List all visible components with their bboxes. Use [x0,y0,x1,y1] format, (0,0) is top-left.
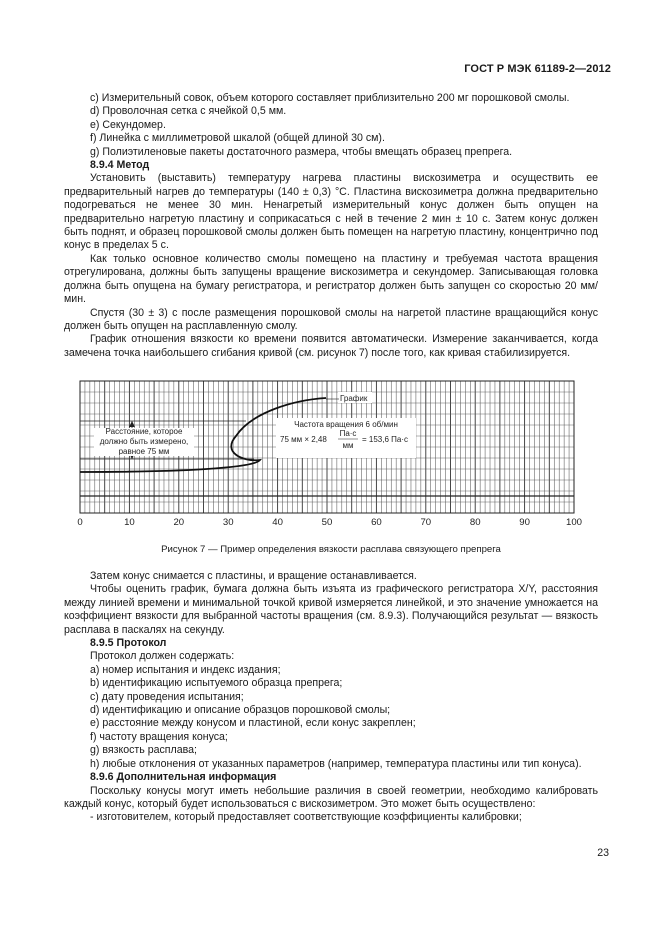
protocol-item: a) номер испытания и индекс издания; [90,663,281,676]
equipment-item-c: c) Измерительный совок, объем которого составляет приблизительно 200 мг порошковой смолы. [90,92,570,104]
section-heading-protocol: 8.9.5 Протокол [90,637,167,650]
distance-label-line2: должно быть измерено, [99,437,189,446]
formula-right: = 153,6 Па·с [362,435,408,444]
method-paragraph: Как только основное количество смолы помещено на пластину и требуемая частота вращения отрегулирована, должны быть запущены вращение вискозиметра и секундомер. Записывающая головка должна быть опущена на бумагу регистратора, и регистратор должен быть запущен со скоростью 20 мм/мин. [64,252,598,306]
equipment-item-f: f) Линейка с миллиметровой шкалой (общей длиной 30 см). [90,132,385,145]
extra-paragraph: - изготовителем, который предоставляет соответствующие коэффициенты калибровки; [90,811,522,824]
protocol-item: h) любые отклонения от указанных параметров (например, температура пластины или тип конуса). [90,757,582,770]
x-tick-label: 50 [321,517,333,528]
x-tick-label: 80 [469,517,481,528]
formula-numerator: Па·с [339,429,357,438]
method-paragraph: Установить (выставить) температуру нагрева пластины вискозиметра и осуществить ее предварительный нагрев до температуры (140 ± 0,3) °С. Пластина вискозиметра должна предварительно подогреваться не менее 30 мин. Ненагретый измерительный конус должен быть опущен на предварительно нагретую пластину и соприкасаться с ней в течение 2 мин ± 10 с. Затем конус должен быть поднят, и образец порошковой смолы должен быть помещен на нагретую пластину, концентрично под конус в пределах 5 с. [64,172,598,252]
page-number: 23 [597,847,609,859]
method-paragraph: График отношения вязкости ко времени появится автоматически. Измерение заканчивается, когда замечена точка наибольшего сгибания кривой (см. рисунок 7) после того, как кривая стабилизируется. [64,333,598,359]
section-heading-extra: 8.9.6 Дополнительная информация [90,771,277,784]
protocol-item: c) дату проведения испытания; [90,690,244,703]
protocol-item: b) идентификацию испытуемого образца препрега; [90,677,343,690]
equipment-item-d: d) Проволочная сетка с ячейкой 0,5 мм. [90,105,287,118]
x-tick-label: 60 [371,517,382,528]
after-figure-paragraph: Затем конус снимается с пластины, и вращение останавливается. [90,570,417,582]
figure-caption: Рисунок 7 — Пример определения вязкости расплава связующего препрега [161,544,501,555]
body-text-bottom [64,570,598,825]
x-tick-label: 70 [420,517,432,528]
figure-viscosity-chart [64,378,604,538]
protocol-item: e) расстояние между конусом и пластиной, если конус закреплен; [90,717,416,730]
x-tick-label: 0 [77,517,83,528]
after-figure-paragraph: Чтобы оценить график, бумага должна быть изъята из графического регистратора X/Y, расстояния между линией времени и минимальной точкой кривой измеряется линейкой, и это значение умножается на коэффициент вязкости для выбранной частоты вращения (см. 8.9.3). Получающийся результат — вязкость расплава в паскалях на секунду. [64,583,598,636]
x-tick-labels [77,517,582,528]
graph-label: График [340,394,368,403]
distance-label-line1: Расстояние, которое [105,427,183,436]
equipment-item-g: g) Полиэтиленовые пакеты достаточного размера, чтобы вмещать образец препрега. [90,145,513,158]
section-heading-method: 8.9.4 Метод [90,159,150,172]
x-tick-label: 40 [272,517,283,528]
chart-svg [64,378,604,538]
method-paragraph: Спустя (30 ± 3) с после размещения порошковой смолы на нагретой пластине вращающийся конус должен быть опущен на расплавленную смолу. [64,306,598,332]
standard-code-header: ГОСТ Р МЭК 61189-2—2012 [464,63,611,75]
formula-left: 75 мм × 2,48 [280,435,327,444]
x-tick-label: 90 [519,517,530,528]
extra-paragraph: Поскольку конусы могут иметь небольшие различия в своей геометрии, необходимо калибровать каждый конус, который будет использоваться с вискозиметром. Это может быть осуществлено: [64,784,598,810]
equipment-item-e: e) Секундомер. [90,118,166,131]
protocol-item: d) идентификацию и описание образцов порошковой смолы; [90,704,391,717]
distance-label-line3: равное 75 мм [118,447,170,456]
x-tick-label: 20 [173,517,185,528]
protocol-intro: Протокол должен содержать: [90,650,235,663]
x-tick-label: 10 [124,517,135,528]
x-tick-label: 100 [565,517,583,528]
x-tick-label: 30 [222,517,234,528]
formula-denominator: мм [342,441,354,450]
rotation-speed-label: Частота вращения 6 об/мин [294,420,398,429]
protocol-item: f) частоту вращения конуса; [90,730,228,743]
protocol-item: g) вязкость расплава; [90,744,197,757]
body-text-top [64,92,598,360]
